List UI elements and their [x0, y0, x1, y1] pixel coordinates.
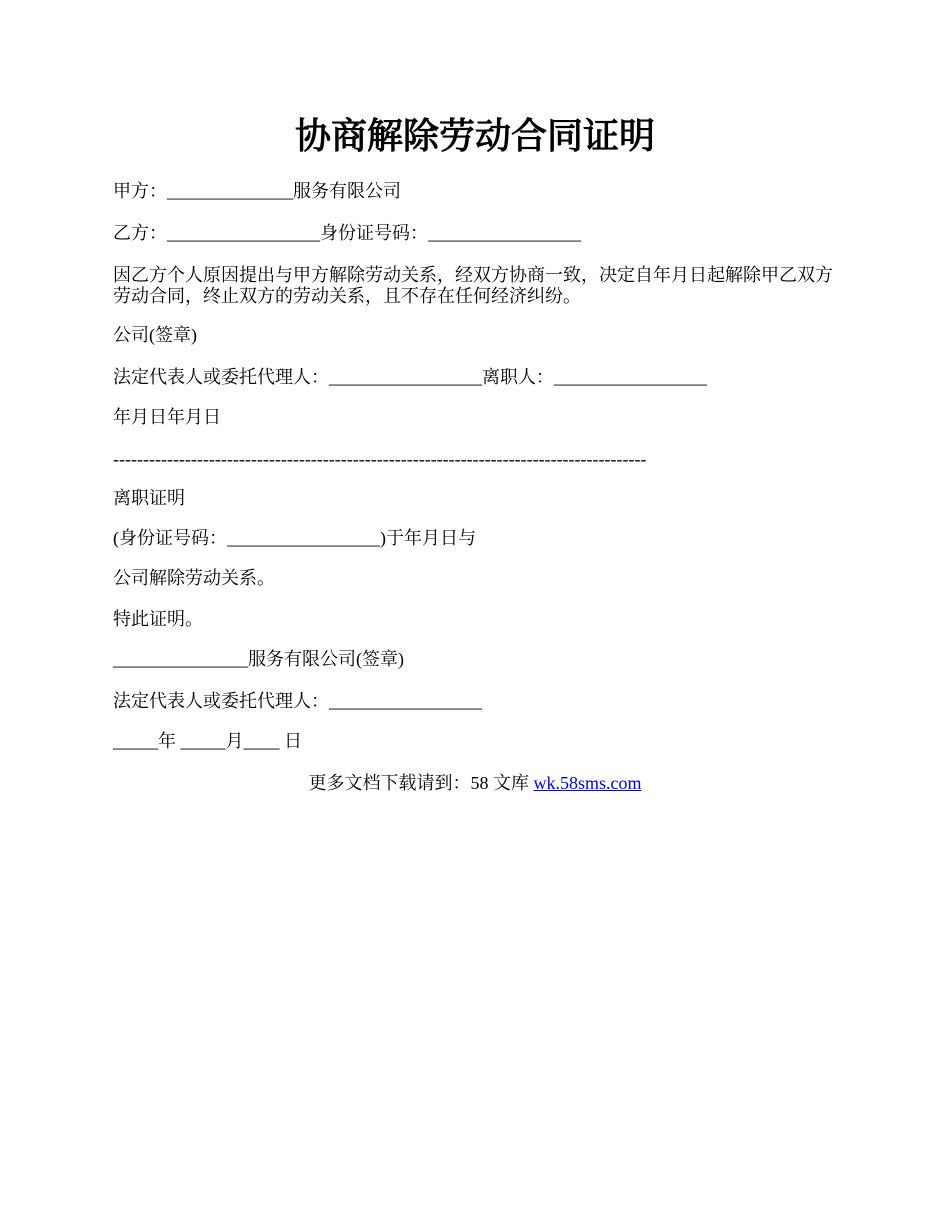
document-title: 协商解除劳动合同证明	[294, 116, 655, 156]
footer-link[interactable]: wk.58sms.com	[533, 773, 642, 793]
party-a-line: 甲方：______________服务有限公司	[113, 181, 401, 201]
date-fill-line: _____年 _____月____ 日	[113, 731, 302, 751]
dates-line: 年月日年月日	[113, 407, 221, 427]
representatives-line: 法定代表人或委托代理人：_________________离职人：_________________	[113, 367, 707, 387]
hereby-certify-line: 特此证明。	[113, 609, 203, 629]
id-number-line: (身份证号码：_________________)于年月日与	[113, 528, 476, 548]
company-seal-line: 公司(签章)	[113, 325, 197, 345]
agreement-paragraph: 因乙方个人原因提出与甲方解除劳动关系，经双方协商一致，决定自年月日起解除甲乙双方劳动合同，终止双方的劳动关系，且不存在任何经济纠纷。	[113, 265, 833, 306]
footer	[0, 771, 950, 795]
representative-line: 法定代表人或委托代理人：_________________	[113, 691, 482, 711]
footer-text: 更多文档下载请到：58 文库	[308, 773, 534, 793]
resignation-certificate-title: 离职证明	[113, 488, 185, 508]
company-termination-line: 公司解除劳动关系。	[113, 568, 275, 588]
separator-line: -----------------------------------------------------------------------------------------	[113, 449, 647, 469]
company-stamp-line: _______________服务有限公司(签章)	[113, 649, 404, 669]
party-b-line: 乙方：_________________身份证号码：_________________	[113, 223, 581, 243]
